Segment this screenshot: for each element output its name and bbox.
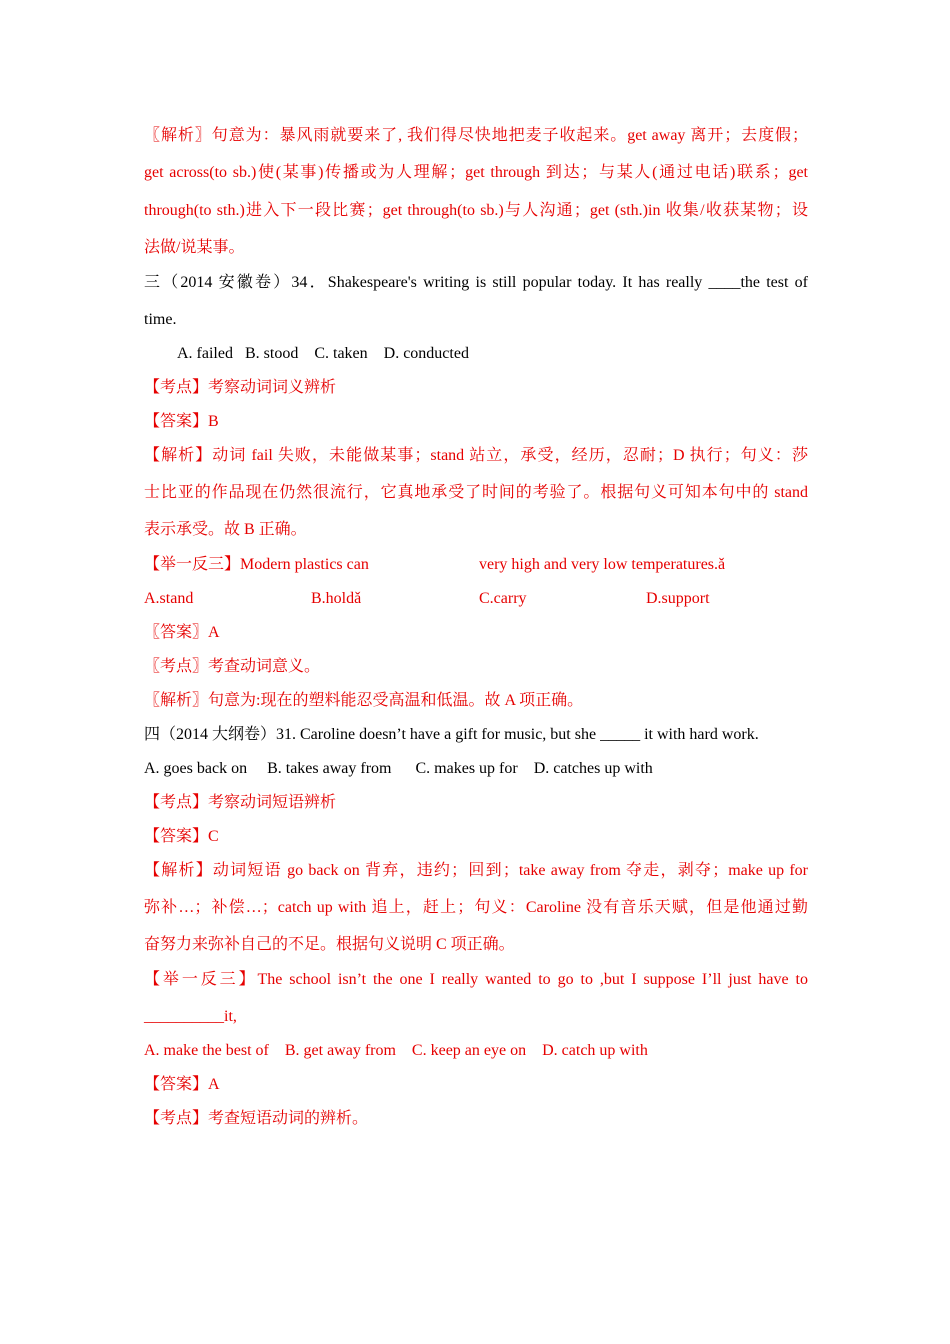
question-stem: 三（2014 安徽卷）34．Shakespeare's writing is still popular today. It has really ____the test of — [144, 274, 808, 291]
answer: 〖答案〗A — [144, 624, 220, 641]
analysis-line: 弥补…；补偿…；catch up with 追上，赶上；句义：Caroline 没有音乐天赋，但是他通过勤 — [144, 899, 808, 916]
answer: 【答案】A — [144, 1076, 220, 1093]
extension-stem: 【举一反三】The school isn’t the one I really wanted to go to ,but I suppose I’ll just have to — [144, 971, 808, 988]
exam-point: 【考点】考察动词短语辨析 — [144, 794, 337, 811]
analysis-line: through(to sth.)进入下一段比赛；get through(to sb.)与人沟通；get (sth.)in 收集/收获某物；设 — [144, 202, 808, 219]
analysis-line: 法做/说某事。 — [144, 239, 245, 256]
analysis-line: get across(to sb.)使(某事)传播或为人理解；get through 到达；与某人(通过电话)联系；get — [144, 164, 808, 181]
extension-stem: __________it, — [144, 1008, 237, 1025]
answer: 【答案】C — [144, 828, 219, 845]
extension-option: D.support — [646, 590, 710, 607]
extension-option: C.carry — [479, 590, 527, 607]
exam-point: 〖考点〗考查动词意义。 — [144, 658, 321, 675]
extension-option: A.stand — [144, 590, 194, 607]
extension-option: B.holdǎ — [311, 590, 362, 607]
analysis-line: 奋努力来弥补自己的不足。根据句义说明 C 项正确。 — [144, 936, 515, 953]
extension-stem: very high and very low temperatures.ǎ — [479, 556, 726, 573]
analysis-line: 〖解析〗句意为:现在的塑料能忍受高温和低温。故 A 项正确。 — [144, 692, 584, 709]
analysis-line: 表示承受。故 B 正确。 — [144, 521, 307, 538]
question-options: A. goes back on B. takes away from C. makes up for D. catches up with — [144, 760, 653, 777]
question-stem: 四（2014 大纲卷）31. Caroline doesn’t have a gift for music, but she _____ it with hard work. — [144, 726, 759, 743]
question-options: A. failed B. stood C. taken D. conducted — [177, 345, 469, 362]
exam-point: 【考点】考查短语动词的辨析。 — [144, 1110, 369, 1127]
exam-point: 【考点】考察动词词义辨析 — [144, 379, 337, 396]
extension-stem: 【举一反三】Modern plastics can — [144, 556, 369, 573]
extension-options: A. make the best of B. get away from C. keep an eye on D. catch up with — [144, 1042, 648, 1059]
analysis-line: 〖解析〗句意为：暴风雨就要来了, 我们得尽快地把麦子收起来。get away 离开；去度假； — [144, 127, 808, 144]
answer: 【答案】B — [144, 413, 219, 430]
question-stem: time. — [144, 311, 177, 328]
analysis-line: 士比亚的作品现在仍然很流行，它真地承受了时间的考验了。根据句义可知本句中的 stand — [144, 484, 808, 501]
analysis-line: 【解析】动词 fail 失败，未能做某事；stand 站立，承受，经历，忍耐；D 执行；句义：莎 — [144, 447, 808, 464]
analysis-line: 【解析】动词短语 go back on 背弃，违约；回到；take away from 夺走，剥夺；make up for — [144, 862, 808, 879]
